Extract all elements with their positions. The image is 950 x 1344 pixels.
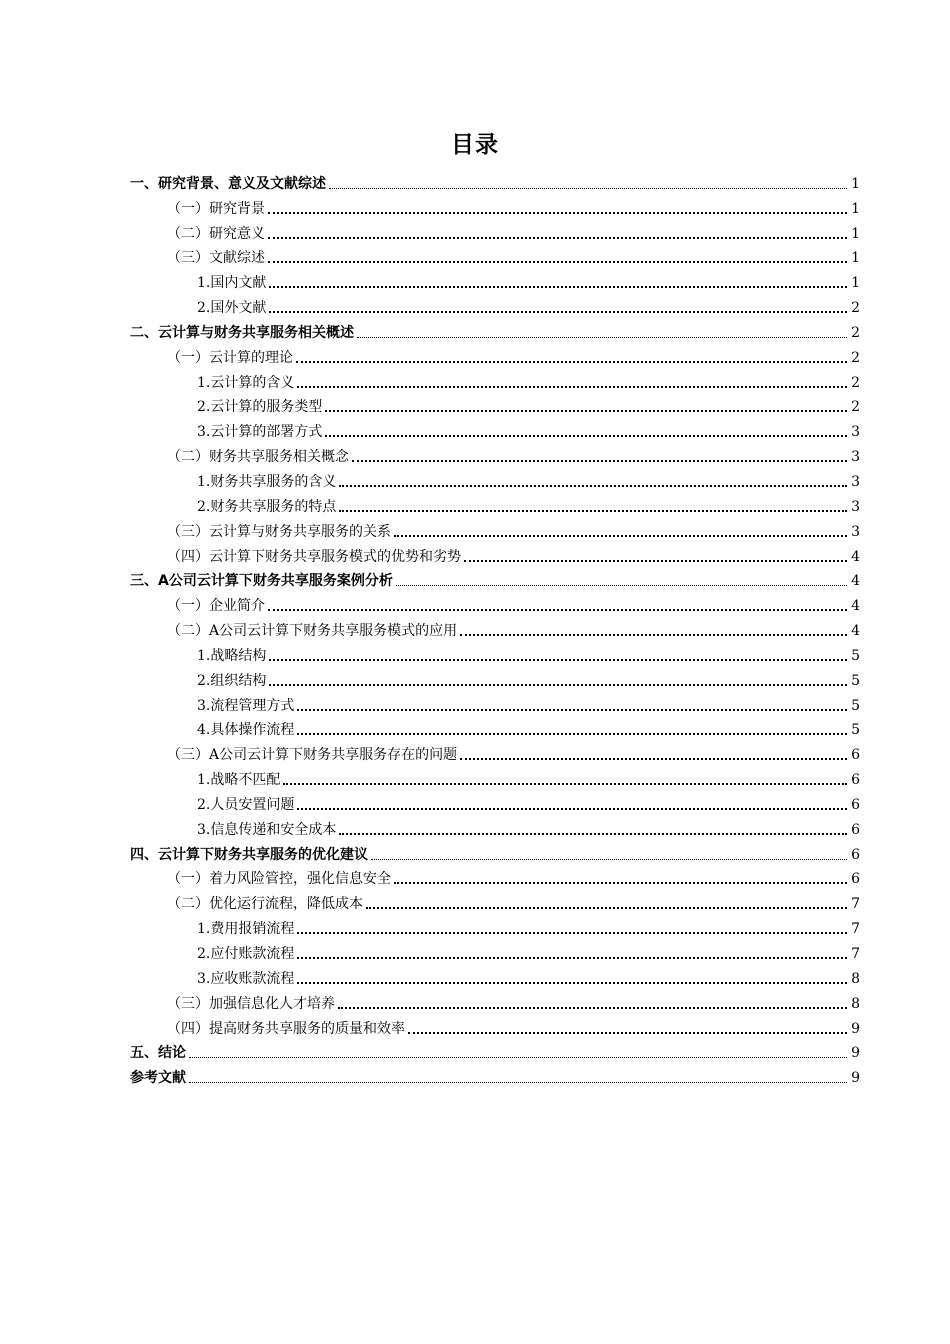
dot-leader xyxy=(296,361,847,363)
toc-entry-page-number: 9 xyxy=(851,1045,860,1062)
toc-entry-level-2[interactable] xyxy=(130,193,860,218)
toc-entry-page-number: 1 xyxy=(851,200,860,217)
toc-entry-text: （二）优化运行流程，降低成本 xyxy=(167,896,363,913)
toc-entry-page-number: 9 xyxy=(851,1020,860,1037)
dot-leader xyxy=(460,634,847,636)
toc-entry-level-3[interactable] xyxy=(130,292,860,317)
toc-entry-level-3[interactable] xyxy=(130,267,860,292)
toc-entry-text: 三、A公司云计算下财务共享服务案例分析 xyxy=(130,573,393,590)
dot-leader xyxy=(464,560,847,562)
toc-entry-page-number: 3 xyxy=(851,449,860,466)
toc-entry-text: （三）文献综述 xyxy=(167,250,265,267)
toc-entry-page-number: 1 xyxy=(851,175,860,192)
toc-entry-text: （四）提高财务共享服务的质量和效率 xyxy=(167,1020,405,1037)
toc-entry-level-3[interactable] xyxy=(130,715,860,740)
toc-entry-page-number: 3 xyxy=(851,424,860,441)
dot-leader xyxy=(352,460,847,462)
toc-entry-level-3[interactable] xyxy=(130,665,860,690)
toc-entry-level-2[interactable] xyxy=(130,541,860,566)
dot-leader xyxy=(189,1082,847,1083)
dot-leader xyxy=(297,709,847,711)
toc-entry-level-1[interactable] xyxy=(130,566,860,591)
dot-leader xyxy=(339,510,847,512)
toc-entry-text: 四、云计算下财务共享服务的优化建议 xyxy=(130,846,368,863)
toc-entry-level-3[interactable] xyxy=(130,963,860,988)
toc-entry-text: （二）A公司云计算下财务共享服务模式的应用 xyxy=(167,623,458,640)
toc-entry-text: 1.云计算的含义 xyxy=(197,374,295,391)
toc-entry-page-number: 5 xyxy=(851,722,860,739)
toc-entry-page-number: 3 xyxy=(851,498,860,515)
dot-leader xyxy=(338,1007,847,1009)
toc-entry-level-3[interactable] xyxy=(130,466,860,491)
toc-entry-text: （三）A公司云计算下财务共享服务存在的问题 xyxy=(167,747,458,764)
toc-entry-level-3[interactable] xyxy=(130,814,860,839)
toc-entry-text: （二）财务共享服务相关概念 xyxy=(167,449,349,466)
toc-entry-level-2[interactable] xyxy=(130,888,860,913)
toc-entry-level-3[interactable] xyxy=(130,789,860,814)
dot-leader xyxy=(297,957,847,959)
dot-leader xyxy=(408,1032,847,1034)
toc-entry-level-1[interactable] xyxy=(130,839,860,864)
dot-leader xyxy=(268,609,847,611)
toc-entry-page-number: 6 xyxy=(851,772,860,789)
dot-leader xyxy=(325,435,847,437)
dot-leader xyxy=(329,188,847,189)
dot-leader xyxy=(396,585,847,586)
dot-leader xyxy=(269,311,847,313)
toc-entry-level-3[interactable] xyxy=(130,764,860,789)
toc-entry-page-number: 4 xyxy=(851,548,860,565)
toc-entry-level-2[interactable] xyxy=(130,739,860,764)
toc-entry-page-number: 2 xyxy=(851,399,860,416)
toc-entry-text: 2.国外文献 xyxy=(197,300,267,317)
toc-entry-level-3[interactable] xyxy=(130,938,860,963)
toc-entry-page-number: 1 xyxy=(851,275,860,292)
toc-entry-text: 1.国内文献 xyxy=(197,275,267,292)
toc-entry-level-2[interactable] xyxy=(130,342,860,367)
toc-entry-page-number: 2 xyxy=(851,349,860,366)
toc-entry-level-2[interactable] xyxy=(130,590,860,615)
dot-leader xyxy=(339,485,847,487)
dot-leader xyxy=(394,535,847,537)
toc-entry-text: （二）研究意义 xyxy=(167,225,265,242)
toc-entry-level-1[interactable] xyxy=(130,1062,860,1087)
dot-leader xyxy=(189,1057,847,1058)
toc-entry-page-number: 6 xyxy=(851,871,860,888)
dot-leader xyxy=(283,783,847,785)
dot-leader xyxy=(297,982,847,984)
toc-entry-text: 一、研究背景、意义及文献综述 xyxy=(130,175,326,192)
toc-entry-text: 2.人员安置问题 xyxy=(197,796,295,813)
toc-entry-level-3[interactable] xyxy=(130,690,860,715)
toc-entry-level-2[interactable] xyxy=(130,864,860,889)
toc-entry-text: 2.应付账款流程 xyxy=(197,946,295,962)
dot-leader xyxy=(325,410,847,412)
dot-leader xyxy=(371,859,847,860)
toc-entry-text: （三）云计算与财务共享服务的关系 xyxy=(167,523,391,540)
toc-entry-text: （一）云计算的理论 xyxy=(167,349,293,366)
toc-entry-text: 五、结论 xyxy=(130,1045,186,1062)
toc-entry-level-1[interactable] xyxy=(130,317,860,342)
toc-entry-text: 3.信息传递和安全成本 xyxy=(197,821,337,838)
toc-entry-level-2[interactable] xyxy=(130,1013,860,1038)
toc-entry-text: （四）云计算下财务共享服务模式的优势和劣势 xyxy=(167,548,461,565)
toc-entry-level-3[interactable] xyxy=(130,491,860,516)
toc-entry-page-number: 5 xyxy=(851,697,860,714)
dot-leader xyxy=(297,386,847,388)
dot-leader xyxy=(268,212,847,214)
toc-entry-level-2[interactable] xyxy=(130,441,860,466)
toc-entry-page-number: 6 xyxy=(851,796,860,813)
toc-entry-level-3[interactable] xyxy=(130,640,860,665)
toc-entry-text: （一）企业简介 xyxy=(167,598,265,615)
dot-leader xyxy=(297,808,847,810)
toc-entry-text: 1.战略结构 xyxy=(197,647,267,664)
toc-entry-text: 2.云计算的服务类型 xyxy=(197,399,323,416)
toc-entry-text: 3.云计算的部署方式 xyxy=(197,424,323,441)
dot-leader xyxy=(297,932,847,934)
toc-entry-page-number: 7 xyxy=(851,946,860,962)
toc-entry-page-number: 3 xyxy=(851,523,860,540)
dot-leader xyxy=(297,733,847,735)
toc-entry-page-number: 8 xyxy=(851,970,860,987)
dot-leader xyxy=(269,684,847,686)
dot-leader xyxy=(366,907,847,909)
toc-entry-page-number: 6 xyxy=(851,747,860,764)
toc-entry-page-number: 2 xyxy=(851,324,860,341)
dot-leader xyxy=(268,261,847,263)
toc-entry-page-number: 5 xyxy=(851,647,860,664)
toc-entry-text: 二、云计算与财务共享服务相关概述 xyxy=(130,324,354,341)
toc-entry-level-3[interactable] xyxy=(130,913,860,938)
toc-entry-page-number: 8 xyxy=(851,995,860,1012)
toc-entry-text: 3.应收账款流程 xyxy=(197,970,295,987)
toc-entry-page-number: 6 xyxy=(851,821,860,838)
dot-leader xyxy=(269,286,847,288)
toc-entry-page-number: 4 xyxy=(851,573,860,590)
toc-entry-page-number: 2 xyxy=(851,374,860,391)
toc-entry-level-1[interactable] xyxy=(130,168,860,193)
toc-entry-level-2[interactable] xyxy=(130,516,860,541)
page-title: 目录 xyxy=(451,132,499,158)
dot-leader xyxy=(357,337,847,338)
toc-entry-level-2[interactable] xyxy=(130,243,860,268)
toc-entry-text: 1.财务共享服务的含义 xyxy=(197,473,337,490)
toc-entry-text: 4.具体操作流程 xyxy=(197,722,295,739)
toc-entry-text: （一）研究背景 xyxy=(167,200,265,217)
toc-entry-text: 2.财务共享服务的特点 xyxy=(197,498,337,515)
toc-entry-page-number: 9 xyxy=(851,1070,860,1087)
toc-entry-text: 2.组织结构 xyxy=(197,672,267,689)
toc-entry-level-1[interactable] xyxy=(130,1038,860,1063)
toc-entry-page-number: 7 xyxy=(851,896,860,913)
toc-entry-page-number: 1 xyxy=(851,250,860,267)
toc-entry-page-number: 7 xyxy=(851,921,860,938)
toc-entry-text: 参考文献 xyxy=(130,1070,186,1087)
toc-entry-page-number: 1 xyxy=(851,225,860,242)
toc-entry-page-number: 3 xyxy=(851,473,860,490)
toc-entry-page-number: 4 xyxy=(851,598,860,615)
toc-entry-page-number: 2 xyxy=(851,300,860,317)
toc-entry-level-3[interactable] xyxy=(130,416,860,441)
toc-entry-text: （一）着力风险管控，强化信息安全 xyxy=(167,871,391,888)
dot-leader xyxy=(394,882,847,884)
toc-entry-page-number: 5 xyxy=(851,672,860,689)
toc-entry-text: 1.战略不匹配 xyxy=(197,772,281,789)
toc-entry-level-2[interactable] xyxy=(130,615,860,640)
toc-entry-page-number: 6 xyxy=(851,846,860,863)
toc-entry-text: （三）加强信息化人才培养 xyxy=(167,995,335,1012)
dot-leader xyxy=(460,758,847,760)
toc-entry-level-3[interactable] xyxy=(130,367,860,392)
dot-leader xyxy=(268,237,847,239)
toc-entry-text: 3.流程管理方式 xyxy=(197,697,295,714)
dot-leader xyxy=(269,659,847,661)
toc-entry-text: 1.费用报销流程 xyxy=(197,921,295,938)
table-of-contents xyxy=(130,168,860,1087)
dot-leader xyxy=(339,833,847,835)
toc-entry-level-3[interactable] xyxy=(130,392,860,417)
toc-entry-page-number: 4 xyxy=(851,623,860,640)
toc-entry-level-2[interactable] xyxy=(130,988,860,1013)
toc-entry-level-2[interactable] xyxy=(130,218,860,243)
